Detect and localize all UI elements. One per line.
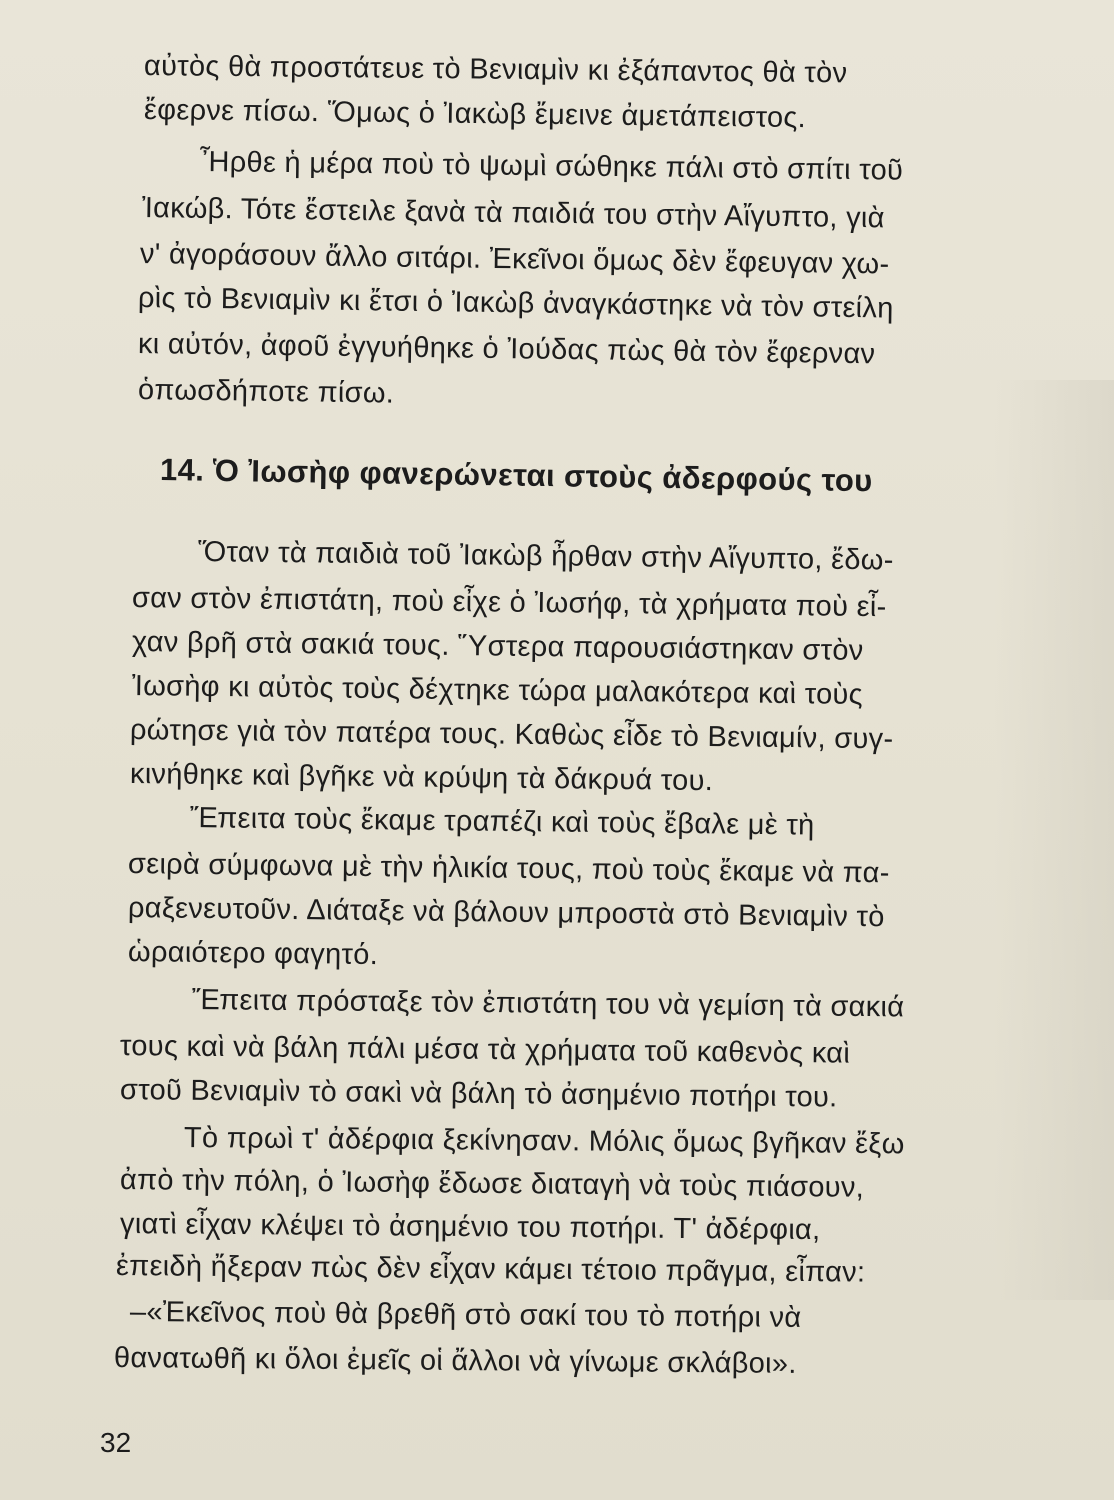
text-line: Ἰωσὴφ κι αὐτὸς τοὺς δέχτηκε τώρα μαλακότερα καὶ τοὺς (131, 670, 864, 711)
text-line: ραξενευτοῦν. Διάταξε νὰ βάλουν μπροστὰ στὸ Βενιαμὶν τὸ (127, 892, 885, 934)
text-line: Ἔπειτα πρόσταξε τὸν ἐπιστάτη του νὰ γεμίση τὰ σακιά (191, 984, 905, 1024)
text-line: χαν βρῆ στὰ σακιά τους. Ὕστερα παρουσιάστηκαν στὸν (131, 626, 864, 667)
text-line: ρώτησε γιὰ τὸν πατέρα τους. Καθὼς εἶδε τὸ Βενιαμίν, συγ- (129, 714, 894, 756)
text-line: Ἰακώβ. Τότε ἔστειλε ξανὰ τὰ παιδιά του στὴν Αἴγυπτο, γιὰ (141, 192, 885, 235)
text-line: τους καὶ νὰ βάλη πάλι μέσα τὰ χρήματα τοῦ καθενὸς καὶ (119, 1030, 851, 1070)
text-line: ν' ἀγοράσουν ἄλλο σιτάρι. Ἐκεῖνοι ὅμως δὲν ἔφευγαν χω- (139, 238, 890, 281)
text-line: Ἔπειτα τοὺς ἔκαμε τραπέζι καὶ τοὺς ἔβαλε μὲ τὴ (189, 802, 815, 842)
text-line: θανατωθῆ κι ὅλοι ἐμεῖς οἱ ἄλλοι νὰ γίνωμε σκλάβοι». (113, 1342, 797, 1380)
text-line: ρὶς τὸ Βενιαμὶν κι ἔτσι ὁ Ἰακὼβ ἀναγκάστηκε νὰ τὸν στείλη (137, 282, 894, 325)
text-line: Τὸ πρωὶ τ' ἀδέρφια ξεκίνησαν. Μόλις ὅμως βγῆκαν ἔξω (183, 1122, 905, 1161)
text-line: στοῦ Βενιαμὶν τὸ σακὶ νὰ βάλη τὸ ἀσημένιο ποτήρι του. (119, 1074, 838, 1114)
text-line: ὁπωσδήποτε πίσω. (137, 374, 395, 410)
section-heading: 14. Ὁ Ἰωσὴφ φανερώνεται στοὺς ἀδερφούς του (159, 452, 873, 499)
text-line: κινήθηκε καὶ βγῆκε νὰ κρύψη τὰ δάκρυά του. (129, 758, 714, 798)
page-number: 32 (100, 1427, 132, 1458)
text-line: ὡραιότερο φαγητό. (127, 936, 379, 972)
text-line: –«Ἐκεῖνος ποὺ θὰ βρεθῆ στὸ σακί του τὸ ποτήρι νὰ (129, 1296, 802, 1334)
text-line: ἐπειδὴ ἤξεραν πὼς δὲν εἶχαν κάμει τέτοιο πρᾶγμα, εἶπαν: (115, 1250, 866, 1289)
text-line: Ὅταν τὰ παιδιὰ τοῦ Ἰακὼβ ἦρθαν στὴν Αἴγυπτο, ἔδω- (197, 536, 894, 577)
text-line: Ἦρθε ἡ μέρα ποὺ τὸ ψωμὶ σώθηκε πάλι στὸ σπίτι τοῦ (199, 146, 904, 187)
text-line: κι αὐτόν, ἀφοῦ ἐγγυήθηκε ὁ Ἰούδας πὼς θὰ τὸν ἔφερναν (137, 328, 876, 371)
text-line: γιατὶ εἶχαν κλέψει τὸ ἀσημένιο του ποτήρι. Τ' ἀδέρφια, (119, 1208, 821, 1247)
page-edge-shadow (994, 380, 1114, 1300)
text-line: ἔφερνε πίσω. Ὅμως ὁ Ἰακὼβ ἔμεινε ἀμετάπειστος. (143, 94, 807, 135)
text-line: σαν στὸν ἐπιστάτη, ποὺ εἶχε ὁ Ἰωσήφ, τὰ χρήματα ποὺ εἶ- (131, 582, 887, 624)
text-line: αὐτὸς θὰ προστάτευε τὸ Βενιαμὶν κι ἐξάπαντος θὰ τὸν (143, 50, 848, 90)
text-line: ἀπὸ τὴν πόλη, ὁ Ἰωσὴφ ἔδωσε διαταγὴ νὰ τοὺς πιάσουν, (119, 1164, 865, 1204)
text-line: σειρὰ σύμφωνα μὲ τὴν ἡλικία τους, ποὺ τοὺς ἔκαμε νὰ πα- (127, 848, 890, 890)
